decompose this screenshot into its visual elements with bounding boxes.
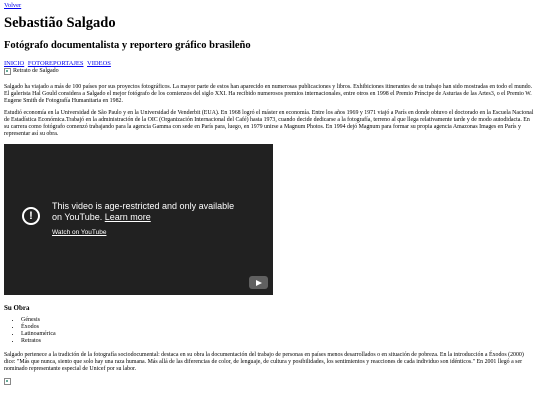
page-subtitle: Fotógrafo documentalista y reportero gráfico brasileño [4,40,251,51]
age-restriction-message [22,201,234,236]
list-item: • Latinoamérica [21,331,536,338]
watch-on-youtube-link[interactable]: Watch on YouTube [52,229,107,236]
play-icon [256,280,262,286]
nav-link-fotoreportajes[interactable]: FOTOREPORTAJES [27,60,84,67]
restriction-text-line-1: This video is age-restricted and only available [52,201,235,211]
back-link[interactable]: Volver [4,2,22,9]
page-title: Sebastião Salgado [4,15,116,31]
bio-paragraph-2: Estudió economía en la Universidad de São Paulo y en la Universidad de Venderbit (EUA). En 1968 logró el máster en economía. Entre los años 1969 y 1971 viajó a París en donde obtuvo el doctorado en la Escuela Nacional de Estadística Económica.Trabajó en la administración de la OIC (Organización Internacional del Café) hasta 1973, cuando decide dedicarse a la fotografía, terreno al que llega relativamente tarde y de modo autodidacta. En su carrera como fotógrafo comenzó trabajando para la agencia Gamma con sede en París para, luego, en 1979 unirse a Magnum Photos. En 1994 dejó Magnum para formar su propia agencia Amazonas Images en París y representar así su obra. [4,110,534,137]
youtube-video-embed[interactable] [4,144,273,295]
portrait-image [4,68,536,75]
list-item: • Retratos [21,338,536,345]
obra-list [4,317,536,345]
broken-image-icon [4,68,11,75]
nav-link-videos[interactable]: VIDEOS [87,60,111,67]
bio-paragraph-1: Salgado ha viajado a más de 100 países por sus proyectos fotográficos. La mayor parte de estos han aparecido en numerosas publicaciones y libros. Exhibiciones itinerantes de su trabajo han sido mostradas en todo el mundo. El galerista Hal Gould considera a Salgado el mejor fotógrafo de los comienzos del siglo XXI. Ha recibido numerosos premios internacionales, entre otros en 1998 el Premio Príncipe de Asturias de las Artes3, o el Premio W. Eugene Smith de Fotografía Humanitaria en 1982. [4,84,533,104]
broken-image-icon [4,378,11,385]
list-item: • Éxodos [21,324,536,331]
portrait-alt-text: Retrato de Salgado [13,68,59,74]
nav-link-inicio[interactable]: INICIO [4,60,25,67]
main-nav [4,60,536,68]
warning-icon: ! [22,207,40,225]
restriction-text-line-2 [52,212,234,223]
obra-paragraph: Salgado pertenece a la tradición de la fotografía sociodocumental: destaca en su obra la documentación del trabajo de personas en países menos desarrollados o en situación de pobreza. En la introducción a Éxodos (2000) dice: "Más que nunca, siento que solo hay una raza humana. Más allá de las diferencias de color, de lenguaje, de cultura y posibilidades, los sentimientos y reacciones de cada individuo son idénticos." En 2001 llegó a ser nominado representante especial de Unicef por su labor. [4,352,524,372]
restriction-text-prefix: on YouTube. [52,212,103,222]
youtube-logo-button[interactable] [249,276,268,289]
learn-more-link[interactable]: Learn more [104,212,151,222]
obra-heading: Su Obra [4,304,30,312]
list-item: • Génesis [21,317,536,324]
